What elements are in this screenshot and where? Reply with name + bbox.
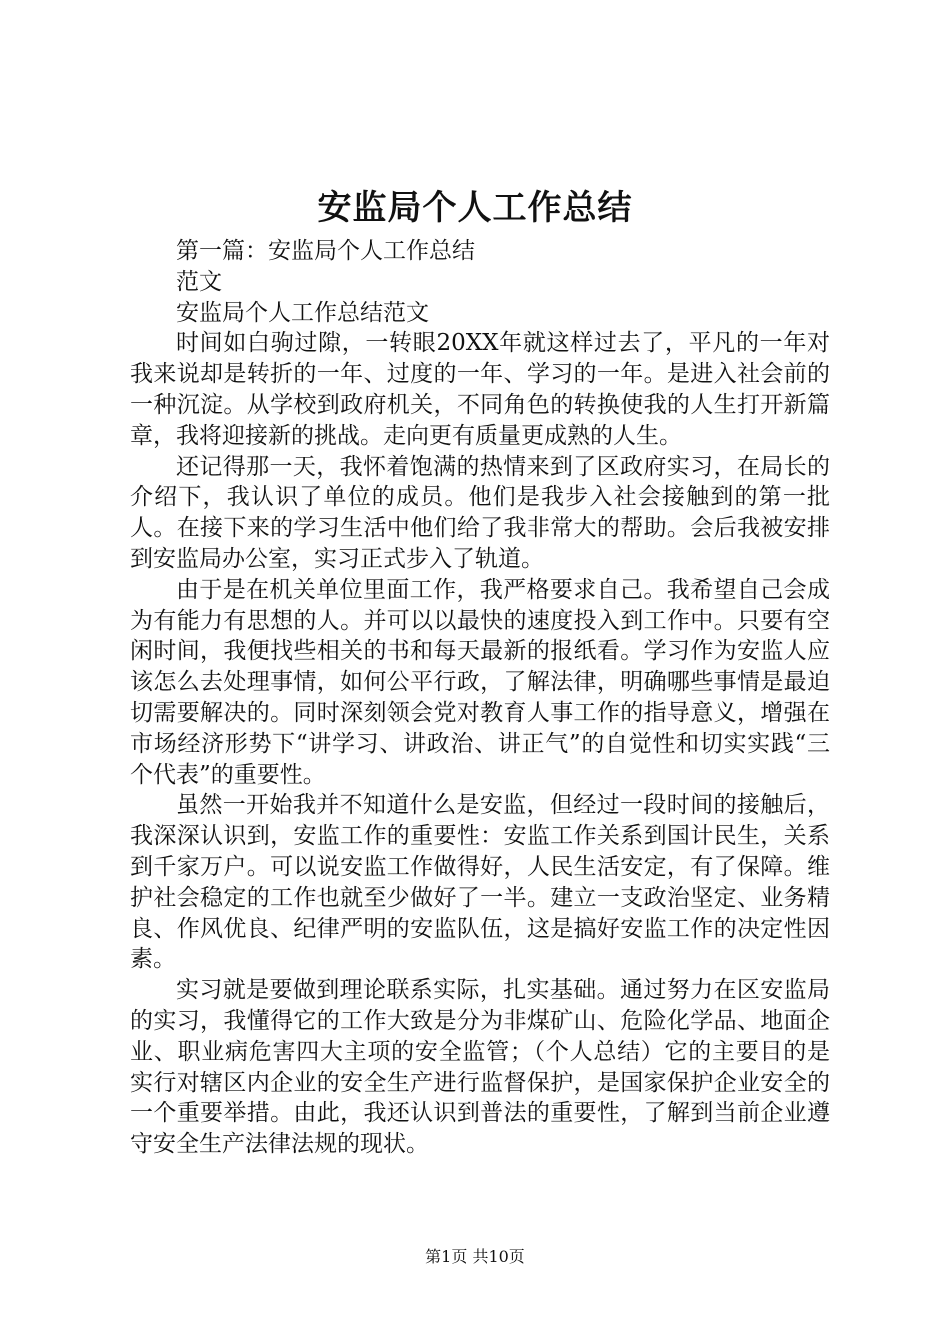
paragraph: 范文 [176, 268, 222, 295]
page-footer: 第1页 共10页 [425, 1247, 525, 1266]
paragraph: 实习就是要做到理论联系实际，扎实基础。通过努力在区安监局的实习，我懂得它的工作大致是分为非煤矿山、危险化学品、地面企业、职业病危害四大主项的安全监管；（个人总结）它的主要目的是实行对辖区内企业的安全生产进行监督保护，是国家保护企业安全的一个重要举措。由此，我还认识到普法的重要性，了解到当前企业遵守安全生产法律法规的现状。 [130, 977, 830, 1158]
paragraph: 安监局个人工作总结范文 [176, 299, 429, 326]
page-title: 安监局个人工作总结 [317, 188, 633, 228]
paragraph: 第一篇：安监局个人工作总结 [176, 238, 475, 264]
paragraph: 虽然一开始我并不知道什么是安监，但经过一段时间的接触后，我深深认识到，安监工作的重要性：安监工作关系到国计民生，关系到千家万户。可以说安监工作做得好，人民生活安定，有了保障。维护社会稳定的工作也就至少做好了一半。建立一支政治坚定、业务精良、作风优良、纪律严明的安监队伍，这是搞好安监工作的决定性因素。 [130, 792, 830, 973]
paragraph: 时间如白驹过隙，一转眼20XX年就这样过去了，平凡的一年对我来说却是转折的一年、过度的一年、学习的一年。是进入社会前的一种沉淀。从学校到政府机关，不同角色的转换使我的人生打开新篇章，我将迎接新的挑战。走向更有质量更成熟的人生。 [130, 330, 830, 449]
paragraph: 还记得那一天，我怀着饱满的热情来到了区政府实习，在局长的介绍下，我认识了单位的成员。他们是我步入社会接触到的第一批人。在接下来的学习生活中他们给了我非常大的帮助。会后我被安排到安监局办公室，实习正式步入了轨道。 [130, 453, 830, 572]
document-body [130, 236, 830, 1160]
paragraph: 由于是在机关单位里面工作，我严格要求自己。我希望自己会成为有能力有思想的人。并可以以最快的速度投入到工作中。只要有空闲时间，我便找些相关的书和每天最新的报纸看。学习作为安监人应该怎么去处理事情，如何公平行政，了解法律，明确哪些事情是最迫切需要解决的。同时深刻领会党对教育人事工作的指导意义，增强在市场经济形势下“讲学习、讲政治、讲正气”的自觉性和切实实践“三个代表”的重要性。 [130, 576, 830, 788]
